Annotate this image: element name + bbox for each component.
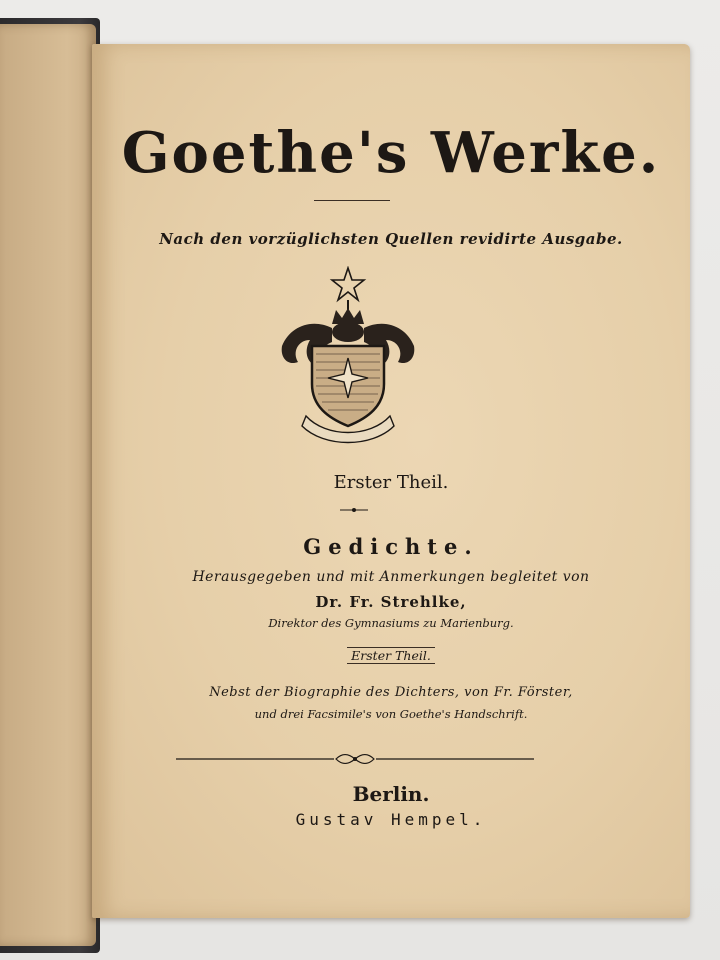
ornamental-divider-icon (176, 751, 534, 767)
biography-line-2: und drei Facsimile's von Goethe's Handschrift. (254, 707, 528, 721)
publication-city: Berlin. (352, 782, 430, 806)
publisher-name: Gustav Hempel. (295, 810, 487, 829)
editor-name: Dr. Fr. Strehlke, (315, 593, 467, 611)
book-title: Goethe's Werke. (121, 120, 661, 186)
left-page-edge (0, 24, 96, 946)
edition-subtitle: Nach den vorzüglichsten Quellen revidirte Ausgabe. (159, 230, 623, 248)
edited-by-line: Herausgegeben und mit Anmerkungen begleitet von (192, 569, 590, 585)
biography-line-1: Nebst der Biographie des Dichters, von Fr. Förster, (209, 685, 573, 700)
crest-crown-icon (332, 308, 364, 324)
section-title: Gedichte. (303, 534, 479, 559)
sub-part-label (92, 648, 690, 663)
title-page (92, 44, 690, 918)
volume-part: Erster Theil. (333, 472, 449, 493)
crest-star-icon (332, 268, 364, 300)
title-rule (314, 200, 390, 201)
editor-title: Direktor des Gymnasiums zu Marienburg. (268, 616, 514, 630)
small-ornament-icon (340, 507, 368, 513)
sub-part-text: Erster Theil. (347, 647, 435, 664)
coat-of-arms-icon (276, 266, 420, 444)
